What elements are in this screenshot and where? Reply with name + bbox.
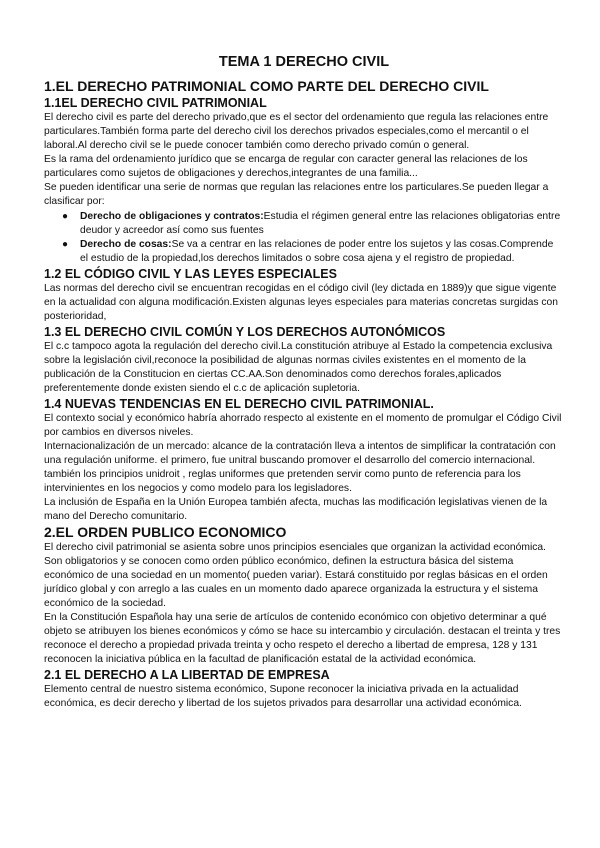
paragraph: Elemento central de nuestro sistema económico, Supone reconocer la iniciativa privada en la actualidad económica, es decir derecho y libertad de los sujetos privados para desarrollar una actividad económica.	[44, 684, 522, 709]
subsection-heading-2-1: 2.1 EL DERECHO A LA LIBERTAD DE EMPRESA	[44, 668, 330, 682]
bullet-icon: ●	[62, 211, 69, 222]
list-item-text: Estudia el régimen general entre las relaciones obligatorias entre deudor y acreedor así como sus fuentes	[80, 211, 561, 236]
document-title: TEMA 1 DERECHO CIVIL	[218, 54, 390, 70]
list-item-text: Se va a centrar en las relaciones de poder entre los sujetos y las cosas.Comprende el estudio de la propiedad,los derechos limitados o sobre cosa ajena y el registro de propiedad.	[80, 239, 554, 264]
list-item	[62, 238, 564, 266]
paragraph: En la Constitución Española hay una serie de artículos de contenido económico con objetivo determinar a qué objeto se atribuyen los bienes económicos y cómo se hace su intercambio y circulación. destacan el treinta y tres reconoce el derecho a propiedad privada treinta y ocho respeto el derecho a libertad de empresa, 128 y 131 reconocen la iniciativa pública en la facultad de planificación estatal de la actividad económica.	[44, 612, 561, 665]
list-item	[62, 210, 564, 238]
paragraph: El derecho civil patrimonial se asienta sobre unos principios esenciales que organizan la actividad económica. Son obligatorios y se conocen como orden público económico, definen la estructura básica del sistema económico de una sociedad en un momento( pueden variar). Estará constituido por reglas básicas en el orden jurídico global y con arreglo a las cuales en un momento dado aparece organizada la estructura y el sistema económico de la sociedad.	[44, 542, 548, 609]
subsection-heading-1-3: 1.3 EL DERECHO CIVIL COMÚN Y LOS DERECHOS AUTONÓMICOS	[44, 325, 446, 339]
paragraph: Se pueden identificar una serie de normas que regulan las relaciones entre los particulares.Se pueden llegar a clasificar por:	[44, 182, 549, 207]
paragraph: El c.c tampoco agota la regulación del derecho civil.La constitución atribuye al Estado la competencia exclusiva sobre la legislación civil,reconoce la posibilidad de algunas normas civiles existentes en el momento de la publicación de la Constitucion en ciertas CC.AA.Son denominados como derechos forales,aplicados preferentemente donde existen siendo el c.c de aplicación supletoria.	[44, 341, 553, 394]
paragraph: El contexto social y económico habría ahorrado respecto al existente en el momento de promulgar el Código Civil por cambios en diversos niveles.	[44, 413, 562, 438]
list-item-term: Derecho de cosas:	[80, 239, 172, 250]
bullet-list	[44, 210, 564, 266]
section-heading-1: 1.EL DERECHO PATRIMONIAL COMO PARTE DEL DERECHO CIVIL	[44, 78, 489, 94]
section-heading-2: 2.EL ORDEN PUBLICO ECONOMICO	[44, 524, 287, 540]
paragraph: Es la rama del ordenamiento jurídico que se encarga de regular con caracter general las relaciones de los particulares como sujetos de obligaciones y derechos,integrantes de una familia...	[44, 154, 528, 179]
bullet-icon: ●	[62, 239, 69, 250]
list-item-term: Derecho de obligaciones y contratos:	[80, 211, 264, 222]
paragraph: La inclusión de España en la Unión Europea también afecta, muchas las modificación legislativas vienen de la mano del Derecho comunitario.	[44, 497, 548, 522]
subsection-heading-1-4: 1.4 NUEVAS TENDENCIAS EN EL DERECHO CIVIL PATRIMONIAL.	[44, 397, 434, 411]
document-body	[44, 54, 564, 711]
subsection-heading-1-2: 1.2 EL CÓDIGO CIVIL Y LAS LEYES ESPECIALES	[44, 267, 337, 281]
paragraph: Las normas del derecho civil se encuentran recogidas en el código civil (ley dictada en 1889)y que sigue vigente en la actualidad con alguna modificación.Existen algunas leyes especiales para materias concretas surgidas con posterioridad,	[44, 283, 558, 322]
paragraph: Internacionalización de un mercado: alcance de la contratación lleva a intentos de simplificar la contratación con una regulación uniforme. el primero, fue unitral buscando promover el desarrollo del comercio internacional. también los principios unidroit , reglas uniformes que pretenden servir como punto de referencia para los intervinientes en los negocios y como modelo para los legisladores.	[44, 441, 556, 494]
subsection-heading-1-1: 1.1EL DERECHO CIVIL PATRIMONIAL	[44, 96, 267, 110]
paragraph: El derecho civil es parte del derecho privado,que es el sector del ordenamiento que regula las relaciones entre particulares.También forma parte del derecho civil los derechos privados especiales,como el mercantil o el laboral.Al derecho civil se le puede conocer también como derecho privado común o general.	[44, 112, 549, 151]
